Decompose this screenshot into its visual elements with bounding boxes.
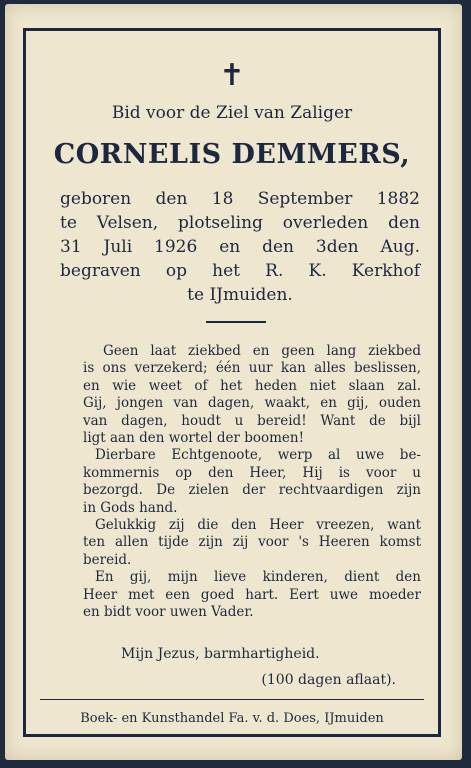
bio-line: begraven op het R. K. Kerkhof [60,261,420,281]
text-line: in Gods hand. [83,499,178,516]
prayer-card [5,4,462,760]
text-line: kommernis op den Heer, Hij is voor u [83,464,421,481]
text-line: van dagen, houdt u bereid! Want de bijl [83,412,421,429]
text-line: is ons verzekerd; één uur kan alles beslissen, [83,360,421,377]
deceased-name: CORNELIS DEMMERS, [53,139,411,170]
text-line: en bidt voor uwen Vader. [83,604,254,621]
text-line: bereid. [83,551,132,568]
bio-line: te Velsen, plotseling overleden den [60,213,420,233]
card-frame [23,28,441,737]
text-line: ligt aan den wortel der boomen! [83,430,305,447]
text-line: Dierbare Echtgenoote, werp al uwe be- [95,447,421,464]
closing-prayer: Mijn Jezus, barmhartigheid. [121,646,320,662]
text-line: Gelukkig zij die den Heer vreezen, want [95,517,421,534]
bio-line: geboren den 18 September 1882 [60,189,420,209]
text-line: Gij, jongen van dagen, waakt, en gij, ouden [83,395,421,412]
text-line: En gij, mijn lieve kinderen, dient den [95,569,421,586]
bio-line: 31 Juli 1926 en den 3den Aug. [60,237,420,257]
biography [60,187,420,307]
meditation-text [83,343,421,622]
printer-credit: Boek- en Kunsthandel Fa. v. d. Does, IJmuiden [80,711,384,726]
text-line: bezorgd. De zielen der rechtvaardigen zijn [83,482,421,499]
text-line: en wie weet of het heden niet slaan zal. [83,377,421,394]
text-line: Heer met een goed hart. Eert uwe moeder [83,586,421,603]
footer-rule [40,699,424,700]
text-line: Geen laat ziekbed en geen lang ziekbed [103,343,421,359]
bio-line: te IJmuiden. [187,285,293,305]
divider-line [206,321,266,323]
intro-line: Bid voor de Ziel van Zaliger [111,103,353,123]
cross-icon: ✝ [219,58,245,93]
text-line: ten allen tijde zijn zij voor 's Heeren komst [83,534,421,551]
indulgence-note: (100 dagen aflaat). [261,672,396,688]
